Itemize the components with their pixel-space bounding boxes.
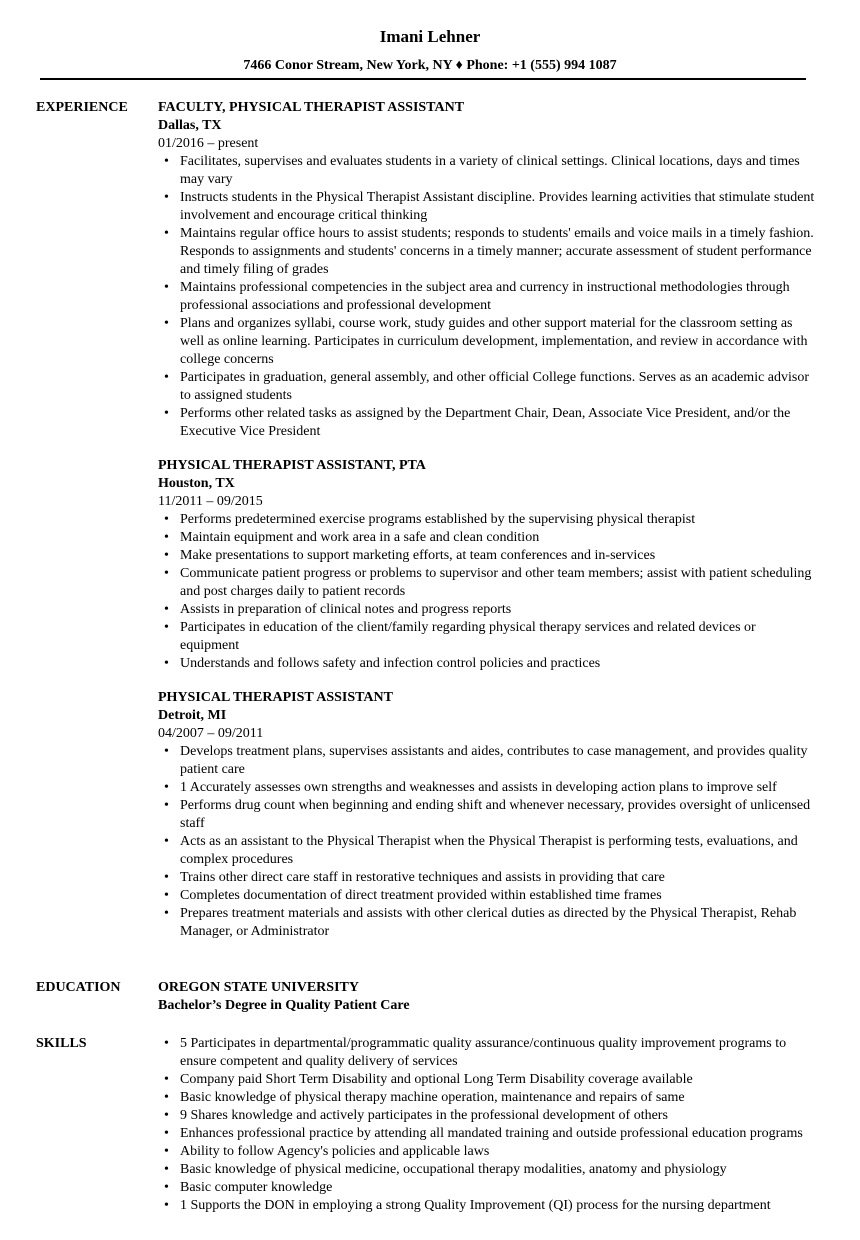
job-bullet: • Prepares treatment materials and assists with other clerical duties as directed by the Physical Therapist, Rehab Manager, or Administrator — [158, 905, 818, 941]
job-bullet: • Maintains regular office hours to assist students; responds to students' emails and voice mails in a timely fashion. Responds to assignments and students' concerns in a timely manner; accurate assessment of student performance and timely filing of grades — [158, 225, 818, 279]
job-bullet: • Participates in graduation, general assembly, and other official College functions. Serves as an academic advisor to assigned students — [158, 369, 818, 405]
contact-line: 7466 Conor Stream, New York, NY ♦ Phone: +1 (555) 994 1087 — [243, 58, 617, 73]
skill-item: • Company paid Short Term Disability and optional Long Term Disability coverage available — [158, 1071, 818, 1089]
job-bullet: • Understands and follows safety and infection control policies and practices — [158, 655, 818, 673]
job-bullet: • Acts as an assistant to the Physical Therapist when the Physical Therapist is performing tests, evaluations, and complex procedures — [158, 833, 818, 869]
skill-item: • Ability to follow Agency's policies and applicable laws — [158, 1143, 818, 1161]
job-title: PHYSICAL THERAPIST ASSISTANT, PTA — [158, 458, 426, 473]
skill-item: • Enhances professional practice by attending all mandated training and outside professional education programs — [158, 1125, 818, 1143]
education-label: EDUCATION — [36, 980, 121, 995]
job-title: FACULTY, PHYSICAL THERAPIST ASSISTANT — [158, 100, 465, 115]
job-entry — [158, 689, 818, 941]
skill-item: • Basic knowledge of physical therapy machine operation, maintenance and repairs of same — [158, 1089, 818, 1107]
experience-list — [158, 99, 818, 957]
resume-header — [0, 26, 860, 75]
job-bullets — [158, 153, 818, 441]
job-dates: 11/2011 – 09/2015 — [158, 494, 263, 509]
job-bullet: • Maintains professional competencies in the subject area and currency in instructional methodologies through professional associations and professional development — [158, 279, 818, 315]
header-divider — [40, 78, 806, 80]
skills-label: SKILLS — [36, 1036, 87, 1051]
job-bullet: • Completes documentation of direct treatment provided within established time frames — [158, 887, 818, 905]
job-bullet: • Facilitates, supervises and evaluates students in a variety of clinical settings. Clinical locations, days and times may vary — [158, 153, 818, 189]
job-bullet: • Communicate patient progress or problems to supervisor and other team members; assist with patient scheduling and post charges daily to patient records — [158, 565, 818, 601]
job-dates: 04/2007 – 09/2011 — [158, 726, 264, 741]
skills-bullets — [158, 1035, 818, 1215]
school-name: OREGON STATE UNIVERSITY — [158, 980, 359, 995]
experience-label: EXPERIENCE — [36, 100, 128, 115]
job-dates: 01/2016 – present — [158, 136, 259, 151]
job-bullet: • Assists in preparation of clinical notes and progress reports — [158, 601, 818, 619]
skill-item: • 5 Participates in departmental/programmatic quality assurance/continuous quality improvement programs to ensure competent and quality delivery of services — [158, 1035, 818, 1071]
job-entry — [158, 457, 818, 673]
job-bullet: • Instructs students in the Physical Therapist Assistant discipline. Provides learning activities that stimulate student involvement and encourage critical thinking — [158, 189, 818, 225]
skill-item: • Basic computer knowledge — [158, 1179, 818, 1197]
skills-list — [158, 1035, 818, 1215]
job-bullets — [158, 511, 818, 673]
skill-item: • 9 Shares knowledge and actively participates in the professional development of others — [158, 1107, 818, 1125]
job-bullet: • Maintain equipment and work area in a safe and clean condition — [158, 529, 818, 547]
job-bullet: • Develops treatment plans, supervises assistants and aides, contributes to case management, and provides quality patient care — [158, 743, 818, 779]
job-bullet: • Make presentations to support marketing efforts, at team conferences and in-services — [158, 547, 818, 565]
job-bullets — [158, 743, 818, 941]
job-entry — [158, 99, 818, 441]
job-bullet: • Performs predetermined exercise programs established by the supervising physical therapist — [158, 511, 818, 529]
job-bullet: • Performs drug count when beginning and ending shift and whenever necessary, provides oversight of unlicensed staff — [158, 797, 818, 833]
job-bullet: • 1 Accurately assesses own strengths and weaknesses and assists in developing action plans to improve self — [158, 779, 818, 797]
skill-item: • 1 Supports the DON in employing a strong Quality Improvement (QI) process for the nursing department — [158, 1197, 818, 1215]
job-bullet: • Plans and organizes syllabi, course work, study guides and other support material for the classroom setting as well as online learning. Participates in curriculum development, implementation, and review in accordance with college concerns — [158, 315, 818, 369]
job-bullet: • Trains other direct care staff in restorative techniques and assists in providing that care — [158, 869, 818, 887]
candidate-name: Imani Lehner — [379, 27, 481, 46]
job-location: Dallas, TX — [158, 118, 222, 133]
job-bullet: • Performs other related tasks as assigned by the Department Chair, Dean, Associate Vice President, and/or the Executive Vice President — [158, 405, 818, 441]
degree-name: Bachelor’s Degree in Quality Patient Care — [158, 998, 410, 1013]
job-location: Houston, TX — [158, 476, 235, 491]
education-entry — [158, 979, 818, 1015]
job-title: PHYSICAL THERAPIST ASSISTANT — [158, 690, 393, 705]
job-location: Detroit, MI — [158, 708, 227, 723]
job-bullet: • Participates in education of the client/family regarding physical therapy services and related devices or equipment — [158, 619, 818, 655]
skill-item: • Basic knowledge of physical medicine, occupational therapy modalities, anatomy and physiology — [158, 1161, 818, 1179]
